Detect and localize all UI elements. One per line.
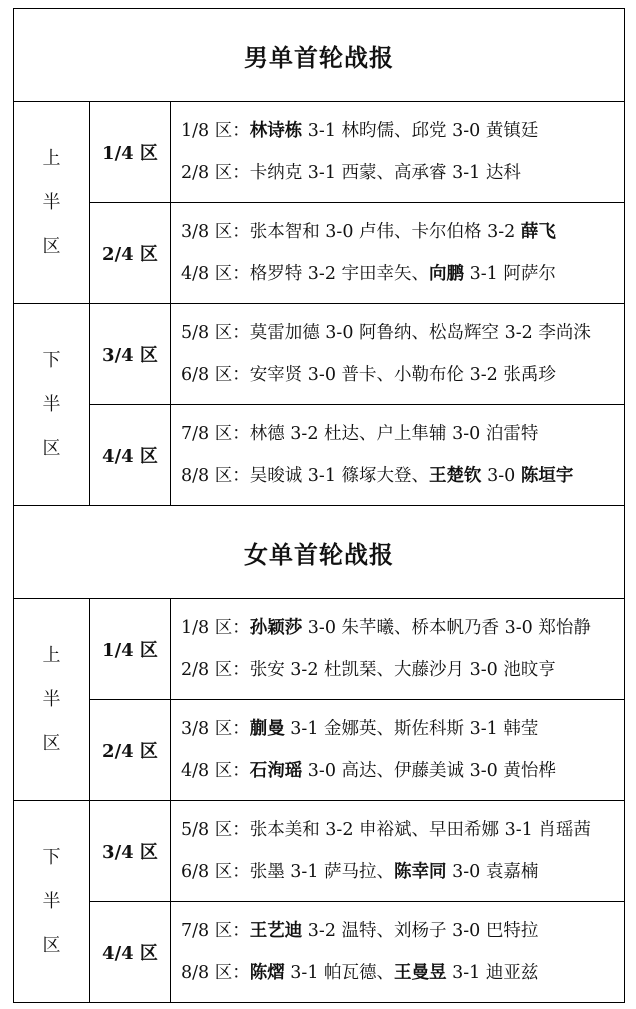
match-text: 2/8 区：卡纳克 3-1 西蒙、高承睿 3-1 达科 [181,163,521,183]
match-line [181,312,624,354]
section-title: 女单首轮战报 [14,506,625,599]
quarter-label: 2/4 区 [90,203,171,304]
quarter-label: 1/4 区 [90,599,171,700]
winner-name: 陈幸同 [394,862,447,882]
match-results [171,102,625,203]
match-text: 3-1 帕瓦德、 [284,963,395,983]
winner-name: 陈垣宇 [520,466,574,486]
match-line [181,708,624,750]
match-text: 4/8 区： [181,761,250,781]
quarter-label: 4/4 区 [90,902,171,1003]
section-title: 男单首轮战报 [14,9,625,102]
results-table [13,8,625,1003]
match-text: 3-1 金娜英、斯佐科斯 3-1 韩莹 [284,719,539,739]
winner-name: 薛飞 [520,222,556,242]
half-label [14,304,90,506]
winner-name: 孙颖莎 [249,618,303,638]
match-text: 1/8 区： [181,121,250,141]
quarter-label: 1/4 区 [90,102,171,203]
half-label-char: 区 [42,235,61,257]
match-results [171,203,625,304]
match-text: 8/8 区： [181,963,250,983]
quarter-row [14,902,625,1003]
winner-name: 王艺迪 [249,921,303,941]
match-text: 3-0 朱芊曦、桥本帆乃香 3-0 郑怡静 [302,618,591,638]
match-line [181,211,624,253]
section-title-row [14,9,625,102]
quarter-row [14,599,625,700]
match-results [171,599,625,700]
quarter-label: 3/4 区 [90,304,171,405]
winner-name: 林诗栋 [249,121,303,141]
match-line [181,413,624,455]
match-text: 6/8 区：张墨 3-1 萨马拉、 [181,862,395,882]
match-text: 3/8 区：张本智和 3-0 卢伟、卡尔伯格 3-2 [181,222,521,242]
results-table-body [14,9,625,1003]
match-line [181,851,624,893]
match-text: 5/8 区：莫雷加德 3-0 阿鲁纳、松岛辉空 3-2 李尚洙 [181,323,591,343]
quarter-row [14,102,625,203]
match-text: 4/8 区：格罗特 3-2 宇田幸矢、 [181,264,430,284]
quarter-row [14,801,625,902]
match-text: 3/8 区： [181,719,250,739]
match-line [181,649,624,691]
match-line [181,455,624,497]
quarter-row [14,304,625,405]
match-results [171,700,625,801]
half-label-char: 上 [42,644,61,666]
match-text: 8/8 区：吴晙诚 3-1 篠塚大登、 [181,466,430,486]
match-line [181,110,624,152]
match-line [181,809,624,851]
match-line [181,607,624,649]
winner-name: 王曼昱 [394,963,447,983]
match-line [181,750,624,792]
half-label-char: 区 [42,934,61,956]
winner-name: 向鹏 [429,264,465,284]
half-label-char: 半 [42,890,61,912]
match-text: 1/8 区： [181,618,250,638]
winner-name: 蒯曼 [249,719,285,739]
winner-name: 石洵瑶 [249,761,303,781]
half-label-char: 半 [42,688,61,710]
quarter-row [14,203,625,304]
match-results [171,304,625,405]
match-text: 5/8 区：张本美和 3-2 申裕斌、早田希娜 3-1 肖瑶茜 [181,820,591,840]
half-label [14,801,90,1003]
winner-name: 王楚钦 [429,466,482,486]
section-title-row [14,506,625,599]
half-label-char: 下 [42,846,61,868]
half-label-char: 半 [42,191,61,213]
match-text: 7/8 区： [181,921,250,941]
match-text: 6/8 区：安宰贤 3-0 普卡、小勒布伦 3-2 张禹珍 [181,365,556,385]
half-label [14,599,90,801]
match-text: 7/8 区：林德 3-2 杜达、户上隼辅 3-0 泊雷特 [181,424,539,444]
match-line [181,910,624,952]
match-line [181,253,624,295]
results-sheet [13,8,624,1001]
half-label-char: 区 [42,437,61,459]
match-results [171,405,625,506]
match-results [171,902,625,1003]
match-text: 3-2 温特、刘杨子 3-0 巴特拉 [302,921,539,941]
quarter-row [14,405,625,506]
half-label-char: 半 [42,393,61,415]
match-text: 3-1 迪亚兹 [446,963,539,983]
quarter-row [14,700,625,801]
quarter-label: 3/4 区 [90,801,171,902]
quarter-label: 2/4 区 [90,700,171,801]
half-label-char: 下 [42,349,61,371]
match-line [181,152,624,194]
match-text: 2/8 区：张安 3-2 杜凯琹、大藤沙月 3-0 池旼亨 [181,660,556,680]
match-line [181,354,624,396]
match-text: 3-1 阿萨尔 [464,264,556,284]
match-text: 3-0 高达、伊藤美诚 3-0 黄怡桦 [302,761,556,781]
half-label-char: 上 [42,147,61,169]
match-text: 3-0 [481,466,521,486]
half-label-char: 区 [42,732,61,754]
match-line [181,952,624,994]
half-label [14,102,90,304]
winner-name: 陈熠 [249,963,285,983]
match-results [171,801,625,902]
match-text: 3-0 袁嘉楠 [446,862,539,882]
quarter-label: 4/4 区 [90,405,171,506]
match-text: 3-1 林昀儒、邱党 3-0 黄镇廷 [302,121,539,141]
